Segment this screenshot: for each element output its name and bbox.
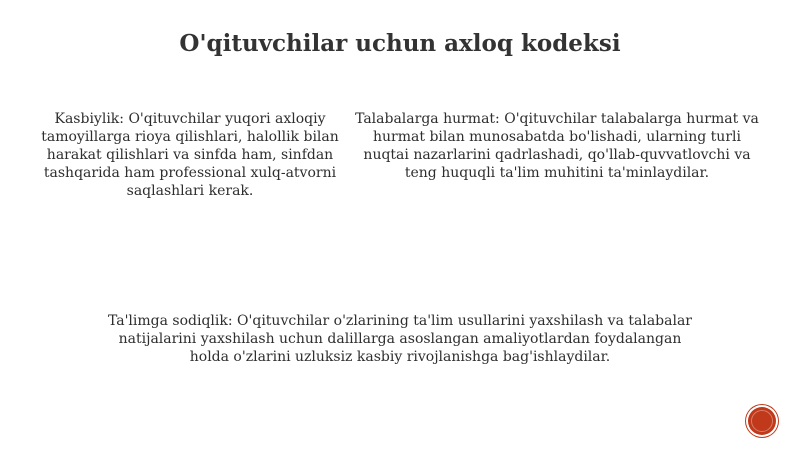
text-block-professionalism: Kasbiylik: O'qituvchilar yuqori axloqiy tamoyillarga rioya qilishlari, halollik bilan harakat qilishlari va sinfda ham, sinfdan tashqarida ham professional xulq-atvorni saqlashlari kerak.: [41, 111, 339, 199]
circle-icon: [751, 410, 773, 432]
text-block-respect-for-students: Talabalarga hurmat: O'qituvchilar talabalarga hurmat va hurmat bilan munosabatda bo'lishadi, ularning turli nuqtai nazarlarini qadrlashadi, qo'llab-quvvatlovchi va teng huquqli ta'lim muhitini ta'minlaydilar.: [355, 111, 759, 181]
slide-title: O'qituvchilar uchun axloq kodeksi: [179, 30, 621, 57]
next-slide-button[interactable]: [748, 407, 776, 435]
text-block-commitment-to-education: Ta'limga sodiqlik: O'qituvchilar o'zlarining ta'lim usullarini yaxshilash va talabalar natijalarini yaxshilash uchun dalillarga asoslangan amaliyotlardan foydalangan holda o'zlarini uzluksiz kasbiy rivojlanishga bag'ishlaydilar.: [107, 313, 692, 365]
